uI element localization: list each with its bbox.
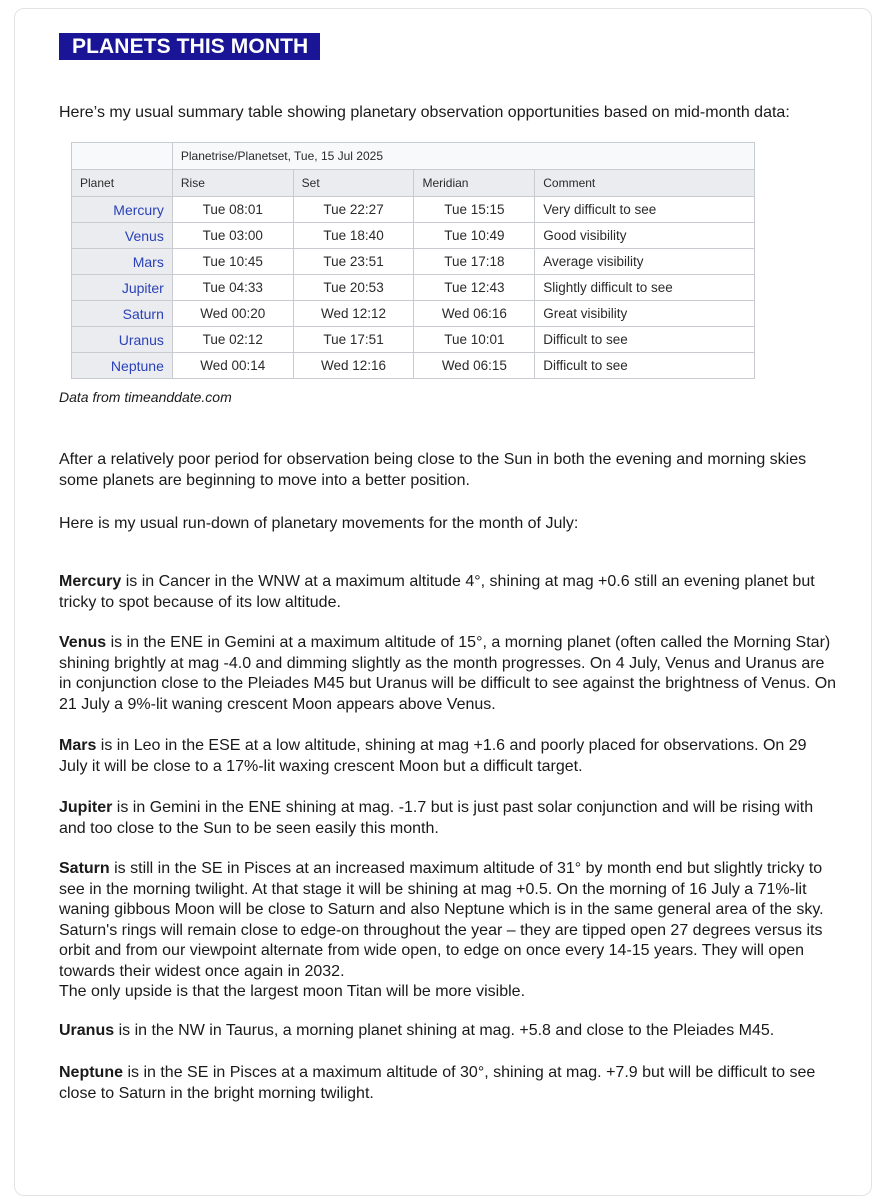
set-cell: Tue 23:51 (293, 249, 414, 275)
col-header-planet: Planet (72, 170, 173, 197)
planet-name-mercury: Mercury (59, 573, 122, 590)
comment-cell: Great visibility (535, 301, 755, 327)
rise-cell: Wed 00:14 (172, 353, 293, 379)
planet-name-jupiter: Jupiter (59, 799, 113, 816)
section-banner: PLANETS THIS MONTH (59, 33, 320, 60)
paragraph-uranus (59, 1021, 837, 1042)
table-group-header: Planetrise/Planetset, Tue, 15 Jul 2025 (172, 143, 754, 170)
planet-name-venus: Venus (59, 634, 107, 651)
data-source-note: Data from timeanddate.com (59, 389, 232, 405)
planet-text-jupiter: is in Gemini in the ENE shining at mag. -1.7 but is just past solar conjunction and will be rising with and too close to the Sun to be seen easily this month. (59, 799, 814, 837)
col-header-comment: Comment (535, 170, 755, 197)
comment-cell: Difficult to see (535, 353, 755, 379)
planet-name-saturn: Saturn (59, 860, 110, 877)
table-row (72, 327, 755, 353)
paragraph-neptune (59, 1063, 837, 1104)
planet-link[interactable]: Uranus (72, 327, 173, 353)
table-corner (72, 143, 173, 170)
planet-text-neptune: is in the SE in Pisces at a maximum altitude of 30°, shining at mag. +7.9 but will be difficult to see close to Saturn in the bright morning twilight. (59, 1064, 816, 1102)
paragraph-rundown: Here is my usual run-down of planetary movements for the month of July: (59, 515, 579, 532)
intro-text: Here’s my usual summary table showing planetary observation opportunities based on mid-month data: (59, 104, 790, 121)
paragraph-saturn (59, 859, 837, 1003)
table-row (72, 223, 755, 249)
set-cell: Wed 12:16 (293, 353, 414, 379)
planet-name-mars: Mars (59, 737, 97, 754)
set-cell: Wed 12:12 (293, 301, 414, 327)
planet-link[interactable]: Neptune (72, 353, 173, 379)
set-cell: Tue 22:27 (293, 197, 414, 223)
meridian-cell: Tue 15:15 (414, 197, 535, 223)
paragraph-venus (59, 633, 837, 715)
planet-link[interactable]: Venus (72, 223, 173, 249)
planet-link[interactable]: Mercury (72, 197, 173, 223)
set-cell: Tue 20:53 (293, 275, 414, 301)
planet-text-saturn: is still in the SE in Pisces at an increased maximum altitude of 31° by month end but slightly tricky to see in the morning twilight. At that stage it will be shining at mag +0.5. On the morning of 16 July a 71%-lit waning gibbous Moon will be close to Saturn and also Neptune which is in the same general area of the sky. Saturn's rings will remain close to edge-on throughout the year – they are tipped open 27 degrees versus its orbit and from our viewpoint alternate from wide open, to edge on once every 14-15 years. They will open towards their widest once again in 2032. (59, 860, 824, 980)
table-row (72, 301, 755, 327)
meridian-cell: Tue 10:01 (414, 327, 535, 353)
planet-table (71, 142, 755, 379)
table-row (72, 275, 755, 301)
planet-text-mars: is in Leo in the ESE at a low altitude, shining at mag +1.6 and poorly placed for observations. On 29 July it will be close to a 17%-lit waxing crescent Moon but a difficult target. (59, 737, 807, 775)
meridian-cell: Tue 17:18 (414, 249, 535, 275)
col-header-meridian: Meridian (414, 170, 535, 197)
rise-cell: Tue 10:45 (172, 249, 293, 275)
meridian-cell: Tue 12:43 (414, 275, 535, 301)
meridian-cell: Wed 06:16 (414, 301, 535, 327)
table-row (72, 249, 755, 275)
meridian-cell: Wed 06:15 (414, 353, 535, 379)
planet-text-venus: is in the ENE in Gemini at a maximum altitude of 15°, a morning planet (often called the Morning Star) shining brightly at mag -4.0 and dimming slightly as the month progresses. On 4 July, Venus and Uranus are in conjunction close to the Pleiades M45 but Uranus will be difficult to see against the brightness of Venus. On 21 July a 9%-lit waning crescent Moon appears above Venus. (59, 634, 837, 713)
rise-cell: Wed 00:20 (172, 301, 293, 327)
comment-cell: Average visibility (535, 249, 755, 275)
comment-cell: Good visibility (535, 223, 755, 249)
table-row (72, 353, 755, 379)
planet-text-saturn-2: The only upside is that the largest moon Titan will be more visible. (59, 983, 526, 1000)
paragraph-after: After a relatively poor period for observation being close to the Sun in both the evening and morning skies some planets are beginning to move into a better position. (59, 451, 807, 489)
comment-cell: Difficult to see (535, 327, 755, 353)
planet-link[interactable]: Saturn (72, 301, 173, 327)
paragraph-mercury (59, 572, 837, 613)
planet-link[interactable]: Jupiter (72, 275, 173, 301)
rise-cell: Tue 04:33 (172, 275, 293, 301)
rise-cell: Tue 08:01 (172, 197, 293, 223)
rise-cell: Tue 03:00 (172, 223, 293, 249)
comment-cell: Very difficult to see (535, 197, 755, 223)
meridian-cell: Tue 10:49 (414, 223, 535, 249)
set-cell: Tue 18:40 (293, 223, 414, 249)
paragraph-mars (59, 736, 837, 777)
planet-text-uranus: is in the NW in Taurus, a morning planet shining at mag. +5.8 and close to the Pleiades M45. (114, 1022, 775, 1039)
table-row (72, 197, 755, 223)
planet-name-neptune: Neptune (59, 1064, 123, 1081)
col-header-rise: Rise (172, 170, 293, 197)
comment-cell: Slightly difficult to see (535, 275, 755, 301)
planet-link[interactable]: Mars (72, 249, 173, 275)
planet-text-mercury: is in Cancer in the WNW at a maximum altitude 4°, shining at mag +0.6 still an evening planet but tricky to spot because of its low altitude. (59, 573, 815, 611)
col-header-set: Set (293, 170, 414, 197)
rise-cell: Tue 02:12 (172, 327, 293, 353)
paragraph-jupiter (59, 798, 837, 839)
set-cell: Tue 17:51 (293, 327, 414, 353)
planet-name-uranus: Uranus (59, 1022, 115, 1039)
